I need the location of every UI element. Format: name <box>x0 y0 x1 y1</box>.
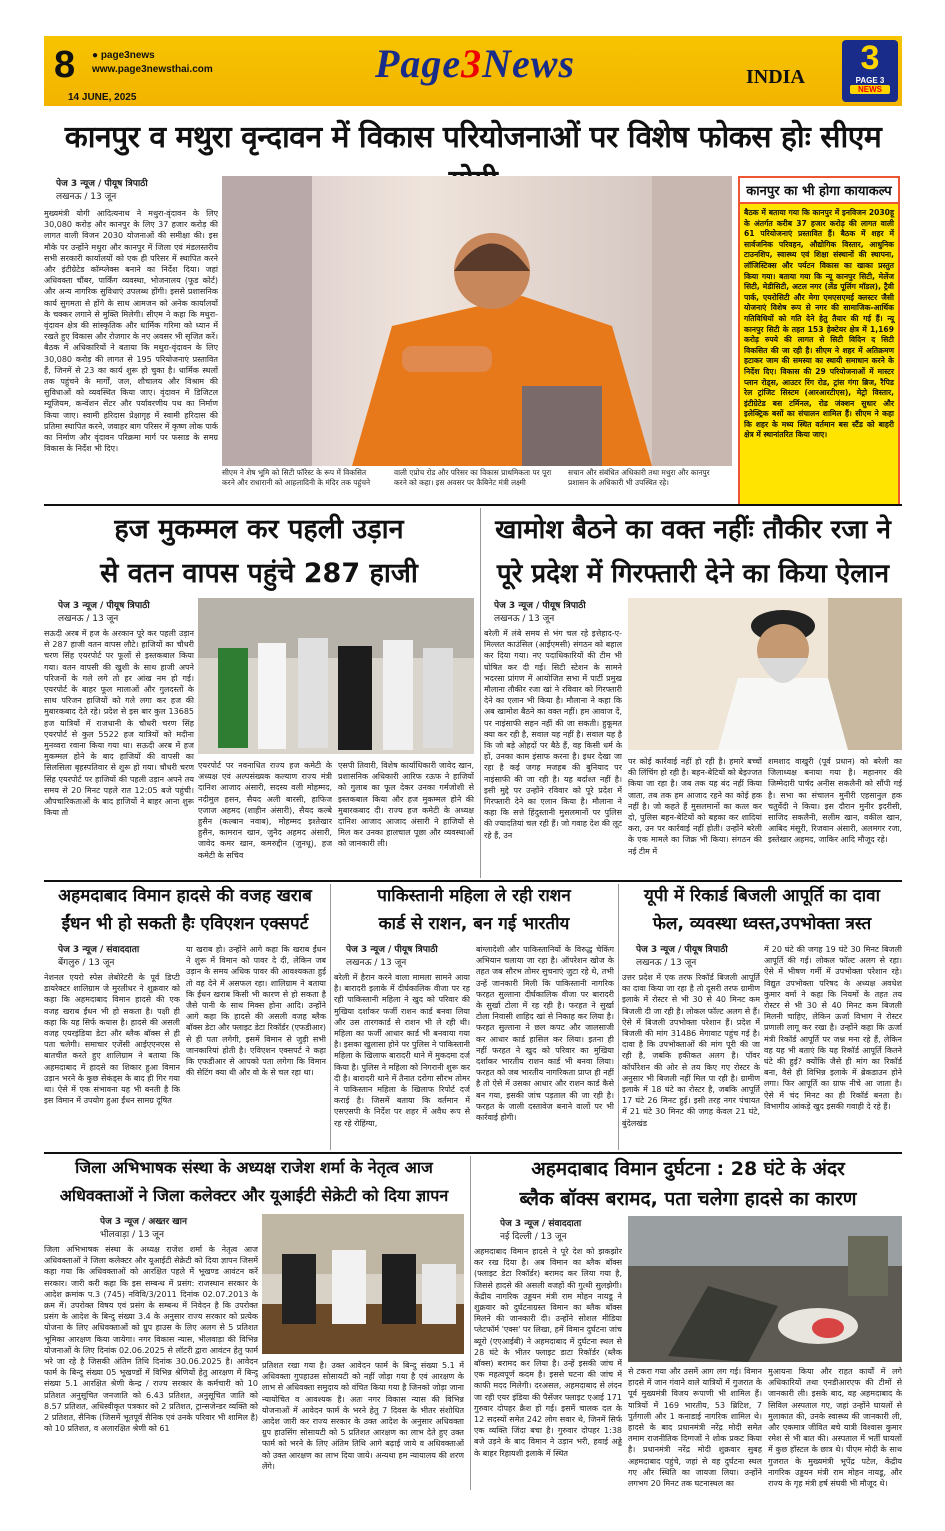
cm-yogi-photo <box>222 176 732 466</box>
article-body: से टकरा गया और उसमें आग लग गई। विमान हादसे में जान गंवाने वाले यात्रियों में गुजरात के पूर्व मुख्यमंत्री विजय रूपाणी भी शामिल हैं। यात्रियों में 169 भारतीय, 53 ब्रिटिश, 7 पुर्तगाली और 1 कनाडाई नागरिक शामिल थे। हादसे के बाद प्रधानमंत्री नरेंद्र मोदी समेत तमाम राजनीतिक दिग्गजों ने शोक प्रकट किया है। प्रधानमंत्री नरेंद्र मोदी शुक्रवार सुबह अहमदाबाद पहुंचे, जहां से वह दुर्घटना स्थल गए और स्थिति का जायजा लिया। उन्होंने लगभग 20 मिनट तक घटनास्थल का <box>628 1367 762 1489</box>
portrait-illustration <box>628 598 902 750</box>
article-body: एसपी तिवारी, विशेष कार्याधिकारी जावेद खान, प्रशासनिक अधिकारी आरिफ रऊफ ने हाजियों को गुलाब का फूल देकर उनका गर्मजोशी से इस्तकबाल किया और हज मुकम्मल होने की मुबारकबाद दी। राज्य हज कमेटी के अध्यक्ष दानिश आजाद आजाद अंसारी ने हाजियों से मिल कर उनका हालचाल पूछा और व्यवस्थाओं को जानकारी ली। <box>338 761 474 849</box>
article-body: सऊदी अरब में हज के अरकान पूरे कर पहली उड़ान से 287 हाजी वतन वापस लौटे। हाजियों का चौधरी चरण सिंह एयरपोर्ट पर फूलों से इस्तकबाल किया गया। वतन वापसी की खुशी के साथ हाजी अपने परिजनों के गले लगे तो हर आंख नम हो गई। एयरपोर्ट के बाहर फूल मालाओं और गुलदस्तों के साथ परिजन हाजियों को गले लगा कर हज की मुबारकबाद देते रहे। प्रदेश से इस बार कुल 13685 हज यात्रियों में राजधानी के चौधरी चरण सिंह एयरपोर्ट से कुल 5522 हज यात्रियों को मदीना मुनव्वरा रवाना किया गया था। सऊदी अरब में हज मुकम्मल होने के बाद हाजियों की वापसी का सिलसिला बृहस्पतिवार से शुरू हो गया। चौधरी चरण सिंह एयरपोर्ट पर हाजियों की पहली उड़ान अपने तय समय से 20 मिनट पहले रात 12:05 बजे पहुंची। औपचारिकताओं के बाद हाजियों ने बाहर आना शुरू किया तो <box>44 629 194 818</box>
column-divider <box>330 884 331 1150</box>
article-body: बरेली में लंबे समय से भंग चल रहे इत्तेहाद-ए-मिल्लत काउंसिल (आईएमसी) संगठन को बहाल कर दिया गया। नए पदाधिकारियों की टीम भी घोषित कर दी गई। सिटी स्टेशन के सामने भदरसा प्रांगण में आयोजित सभा में पार्टी प्रमुख मौलाना तौकीर रजा खां ने रविवार को गिरफ्तारी देने का एलान भी किया है। मौलाना ने कहा कि अब खामोश बैठने का वक्त नहीं। हम आवाज दें, पर नाइंसाफी सहन नहीं की जा सकती। हुकूमत क्या कर रही है, सवाल यह नहीं है। सवाल यह है कि जो बड़े ओहदों पर बैठे हैं, वह किसी धर्म के हों, उनका काम इंसाफ करना है। इधर देखा जा रहा है कई जगह मजहब की बुनियाद पर नाइंसाफी की जा रही है। यह बर्दाश्त नहीं है। इसी मुद्दे पर उन्होंने रविवार को पूरे प्रदेश में गिरफ्तारी देने का एलान किया है। मौलाना ने कहा कि सत्ते हिंदुस्तानी मुसलमानों पर पुलिस की ज्यादतियां चल रही हैं। जो गवाह देश की लूट रहे हैं, उन <box>484 629 622 840</box>
headline-black-box: अहमदाबाद विमान दुर्घटना : 28 घंटे के अंदर ब्लैक बॉक्स बरामद, पता चलेगा हादसे का कारण <box>519 1158 857 1210</box>
social-handle: ● page3news <box>92 50 155 61</box>
headline-ration: पाकिस्तानी महिला ले रही राशन कार्ड से राशन, बन गई भारतीय <box>377 886 571 934</box>
divider <box>44 504 902 506</box>
box-title: कानपुर का भी होगा कायाकल्प <box>740 178 898 204</box>
page3-logo: 3 PAGE 3 NEWS <box>842 40 898 102</box>
column-divider <box>618 884 619 1150</box>
memorandum-photo <box>262 1214 464 1354</box>
article-body: पर कोई कार्रवाई नहीं हो रही है। हमारे बच्चों की लिंचिंग हो रही है। बहन-बेटियों को बेइज्जत किया जा रहा है। जब तक यह बंद नहीं किया जाता, तब तक हम आजाद रहने का कोई हक नहीं है। जो कहते हैं मुसलमानों का कत्ल कर दो, पुलिस बहन-बेटियों को बहका कर शादियां करा, उन पर कार्रवाई नहीं होती। उन्होंने बरेली के एक मामले का जिक्र भी किया। संगठन की नई टीम में <box>628 757 762 856</box>
column-divider <box>470 1156 471 1490</box>
column-divider <box>480 508 481 878</box>
article-body: शमशाद वाखुरी (पूर्व प्रधान) को बरेली का जिलाध्यक्ष बनाया गया है। महानगर की जिम्मेदारी पार्षद अनीस सकलैनी को सौंपी गई है। सभा का संचालन मुनीरी एहसानुल हक चतुर्वेदी ने किया। इस दौरान मुनीर इदरीसी, साजिद सकलैनी, सलीम खान, वकील खान, आबिद मंसूरी, रिजवान अंसारी, अलमगर रजा, इस्तेखार अहमद, जाकिर आदि मौजूद रहे। <box>768 757 902 845</box>
website-url[interactable]: www.page3newsthai.com <box>92 64 213 75</box>
byline: पेज 3 न्यूज / पीयूष त्रिपाठी लखनऊ / 13 जून <box>58 601 150 624</box>
byline: पेज 3 न्यूज / पीयूष त्रिपाठी लखनऊ / 13 जून <box>56 179 148 202</box>
article-body: अहमदाबाद विमान हादसे ने पूरे देश को झकझोर कर रख दिया है। अब विमान का ब्लैक बॉक्स (फ्लाइट डेटा रिकॉर्डर) बरामद कर लिया गया है, जिससे हादसे की असली वजहों की गुत्थी सुलझेगी। केंद्रीय नागरिक उड्डयन मंत्री राम मोहन नायडू ने शुक्रवार को दुर्घटनाग्रस्त विमान का ब्लैक बॉक्स मिलने की जानकारी दी। उन्होंने सोशल मीडिया प्लेटफॉर्म 'एक्स' पर लिखा, हमें विमान दुर्घटना जांच ब्यूरो (एएआईबी) ने अहमदाबाद में दुर्घटना स्थल से 28 घंटे के भीतर फ्लाइट डाटा रिकॉर्डर (ब्लैक बॉक्स) बरामद कर लिया है। उन्हें इसकी जांच में एक महत्वपूर्ण कदम है। इससे घटना की जांच में काफी मदद मिलेगी। दरअसल, अहमदाबाद से लंदन जा रही एयर इंडिया की पैसेंजर फ्लाइट एआई 171 गुरुवार दोपहर क्रैश हो गई। इसमें चालक दल के 12 सदस्यों समेत 242 लोग सवार थे, जिनमें सिर्फ एक व्यक्ति जिंदा बचा है। गुरुवार दोपहर 1:38 बजे उड़ने के बाद विमान ने उड़ान भरी, हवाई अड्डे के बाहर रिहायशी इलाके में स्थित <box>474 1247 622 1458</box>
byline: पेज 3 न्यूज / अख्तर खान भीलवाड़ा / 13 जून <box>100 1217 187 1240</box>
headline-main: कानपुर व मथुरा वृन्दावन में विकास परियोजनाओं पर विशेष फोकस होः सीएम <box>64 120 882 155</box>
article-body: उत्तर प्रदेश में एक तरफ रिकॉर्ड बिजली आपूर्ति का दावा किया जा रहा है तो दूसरी तरफ ग्रामीण इलाके में रोस्टर से भी 30 से 40 मिनट कम बिजली दी जा रही है। लोकल फॉल्ट अलग से हैं। ऐसे में बिजली उपभोक्ता परेशान हैं। प्रदेश में बिजली की मांग 31486 मेगावाट पहुंच गई है। दावा है कि उपभोक्ताओं की मांग पूरी की जा रही है, जबकि हकीकत अलग है। पॉवर कॉर्पोरेशन की ओर से तय किए गए रोस्टर के अनुसार भी बिजली नहीं मिल पा रही है। ग्रामीण इलाके में 18 घंटे का रोस्टर है, जबकि आपूर्ति 17 घंटे 26 मिनट हुई। इसी तरह नगर पंचायत में 21 घंटे 30 मिनट की जगह केवल 21 घंटे, बुंदेलखंड <box>622 973 760 1128</box>
photo-caption: सीएम ने शेष भूमि को सिटी फॉरेस्ट के रूप में विकसित करने और राधारानी को आहलादिनी के मंदिर तक पहुंचने <box>222 468 371 487</box>
haji-welcome-photo <box>198 598 474 754</box>
cm-speaking-illustration <box>222 176 732 466</box>
page-number: 8 <box>54 44 76 86</box>
article-body: या खराब हो। उन्होंने आगे कहा कि खराब ईंधन ने शुरू में विमान को पावर दे दी, लेकिन जब उड़ान के समय अधिक पावर की आवश्यकता हुई तो वह देने में असफल रहा। शालिग्राम ने बताया कि ईंधन खराब किसी भी कारण से हो सकता है जैसे पानी के साथ मिक्स होना आदि। उन्होंने आगे कहा कि हादसे की असली वजह ब्लैक बॉक्स डेटा और फ्लाइट डेटा रिकॉर्डर (एफडीआर) से ही पता लगेगी, इसमें विमान से जुड़ी सभी जानकारियां होती है। एविएशन एक्सपर्ट ने कहा कि एफडीआर से आपको पता लगेगा कि विमान की सेटिंग क्या थी और वो के से चल रहा था। <box>186 945 326 1078</box>
article-body: में 20 घंटे की जगह 19 घंटे 30 मिनट बिजली आपूर्ति की गई। लोकल फॉल्ट अलग से रहा। ऐसे में भीषण गर्मी में उपभोक्ता परेशान रहे। विद्युत उपभोक्ता परिषद के अध्यक्ष अवधेश कुमार वर्मा ने कहा कि नियमों के तहत तय रोस्टर से भी 30 से 40 मिनट कम बिजली मिलनी चाहिए, लेकिन ऊर्जा विभाग ने रोस्टर प्रणाली लागू कर रखा है। उन्होंने कहा कि ऊर्जा मंत्री रिकॉर्ड आपूर्ति पर जश्न मना रहे हैं, लेकिन वह यह भी बताएं कि यह रिकॉर्ड आपूर्ति कितने घंटे की हुई? क्योंकि जैसे ही मांग का रिकॉर्ड बना, वैसे ही विभिन्न इलाके में ब्रेकडाउन होने लगा। फिर आपूर्ति का ग्राफ नीचे आ जाता है। ऐसे में चंद मिनट का ही रिकॉर्ड बनता है। विभागीय आंकड़े खुद इसकी गवाही दे रहे हैं। <box>764 945 902 1111</box>
headline-tauqeer: खामोश बैठने का वक्त नहींः तौकीर रजा ने पूरे प्रदेश में गिरफ्तारी देने का किया ऐलान <box>495 515 891 589</box>
masthead-logo: Page3News <box>374 41 576 86</box>
photo-caption: वाली एप्रोच रोड और परिसर का विकास प्राथमिकता पर पूरा करने को कहा। इस अवसर पर कैबिनेट मंत्री लक्ष्मी <box>394 468 552 487</box>
kanpur-sidebar-box <box>738 176 900 506</box>
headline-fuel: अहमदाबाद विमान हादसे की वजह खराब ईंधन भी हो सकती हैः एविएशन एक्सपर्ट <box>58 886 312 934</box>
article-body: बरेली में हैरान करने वाला मामला सामने आया है। बारादरी इलाके में दीर्घकालिक वीजा पर रह रही पाकिस्तानी महिला ने खुद को परिवार की मुखिया दर्शाकर फर्जी राशन कार्ड बनवा लिया और उस तारगकार्ड से राशन भी ले रही थी। महिला का फर्जी आधार कार्ड भी बनवाया गया है। इसका खुलासा होने पर पुलिस ने पाकिस्तानी महिला के खिलाफ बारादरी थाने में मुकदमा दर्ज किया है। पुलिस ने महिला को निगरानी शुरू कर दी है। बारादरी थाने में तैनात दरोगा सौरभ तोमर ने पाकिस्तान महिला के खिलाफ रिपोर्ट दर्ज कराई है। जिसमें बताया कि वर्तमान में एसएसपी के निर्देश पर शहर में अवैध रूप से रह रहे रोहिंग्या, <box>334 973 470 1128</box>
byline: पेज 3 न्यूज / संवाददाता नई दिल्ली / 13 जून <box>500 1219 582 1242</box>
edition-label: INDIA <box>746 66 805 88</box>
haji-group-illustration <box>198 598 474 754</box>
advocates-illustration <box>262 1214 464 1354</box>
facebook-icon: ● <box>92 50 99 61</box>
article-body: बांग्लादेशी और पाकिस्तानियों के विरुद्ध चेकिंग अभियान चलाया जा रहा है। ऑपरेशन खोज के तहत जब सौरभ तोमर सुचनाएं जुटा रहे थे, तभी उन्हें जानकारी मिली कि पाकिस्तानी नागरिक फरहत सुल्ताना दीर्घकालिक वीजा पर बारादरी के सुर्खा टोला में रह रही है। फरहत ने सुर्खा टोला निवासी शाहिद खां से निकाह कर लिया है। फरहत सुल्ताना ने छल कपट और जालसाजी कर आधार कार्ड हासिल कर लिया। इतना ही नहीं फरहत ने खुद को परिवार का मुखिया दर्शाकर भारतीय राशन कार्ड भी बनवा लिया। फरहत को जब भारतीय नागरिकता प्राप्त ही नहीं है तो ऐसे में उसका आधार और राशन कार्ड कैसे बन गया, इसकी जांच पड़ताल की जा रही है। फरहत के जाली दस्तावेज बनाने वालों पर भी कार्रवाई होगी। <box>476 945 614 1123</box>
headline-electricity: यूपी में रिकार्ड बिजली आपूर्ति का दावा फेल, व्यवस्था ध्वस्त,उपभोक्ता त्रस्त <box>643 886 881 934</box>
byline: पेज 3 न्यूज / पीयूष त्रिपाठी लखनऊ / 13 जून <box>346 945 438 968</box>
byline: पेज 3 न्यूज / पीयूष त्रिपाठी लखनऊ / 13 जून <box>494 601 586 624</box>
article-body: मुख्यमंत्री योगी आदित्यनाथ ने मथुरा-वृंदावन के लिए 30,080 करोड़ और कानपुर के लिए 37 हजार करोड़ की लागत वाली विजन 2030 योजनाओं की समीक्षा की। इस मौके पर उन्होंने मथुरा और कानपुर में जिला एवं मंडलस्तरीय सभी सरकारी कार्यालयों को एक ही परिसर में स्थापित करने और इंटीग्रेटेड कॉम्प्लेक्स बनाने का निर्देश दिया। जहां अधिवक्ता चौंबर, पार्किंग व्यवस्था, भोजनालय (फूड कोर्ट) और अन्य नागरिक सुविधाएं उपलब्ध होंगी। इससे प्रशासनिक कार्य सुगमता से होंगे के साथ आमजन को अनेक कार्यालयों के चक्कर लगाने से मुक्ति मिलेगी। सीएम ने कहा कि मथुरा-वृंदावन क्षेत्र की सांस्कृतिक और धार्मिक गरिमा को ध्यान में रखते हुए विकास और रोजगार के नए अवसर भी सृजित करें। बैठक में अधिकारियों ने बताया कि मथुरा-वृंदावन के लिए 30,080 करोड़ की लागत से 195 परियोजनाएं प्रस्तावित हैं, जिनमें से 23 का कार्य शुरू हो चुका है। धार्मिक स्थलों तक पहुंचने के मार्गों, जल, शौचालय और विश्राम की सुविधाओं को व्यवस्थित किया जाए। वृंदावन में डिजिटल म्यूजियम, कन्वेंशन सेंटर और पर्यावरणीय पथ का निर्माण किया जाए। स्वामी हरिदास प्रेक्षागृह में स्वामी हरिदास की प्रतिमा स्थापित करने, जवाहर बाग परिसर में कृष्ण लोक पार्क का निर्माण और वृंदावन परिक्रमा मार्ग पर फसाड के समग्र विकास के निर्देश भी दिए। <box>44 209 218 454</box>
article-body: प्रतिशत रखा गया है। उक्त आवेदन फार्म के बिन्दु संख्या 5.1 में अधिवक्ता गुपहाउस सोसायटी को नहीं जोड़ा गया है एवं आरक्षण के लाभ से अधिवक्ता समुदाय को वंचित किया गया है जिनको जोड़ा जाना न्यायोचित व आवश्यक है। अतः नगर विकास न्यास की विभिन्न योजनाओं में आवेदन फार्म के भरने हेतु 7 दिवस के भीतर संशोधित आदेश जारी कर राज्य सरकार के उक्त आदेश के अनुसार अधिवक्ता ग्रुप हाउसिंग सोसायटी को 5 प्रतिशत आरक्षण का लाभ देते हुए उक्त फार्म को भरने के लिए अंतिम तिथि आगे बढ़ाई जाये व अधिवक्ताओं को उक्त आरक्षण का लाभ दिया जाये। अन्यथा हम न्यायालय की शरण लेंगे। <box>262 1361 464 1471</box>
headline-advocates: जिला अभिभाषक संस्था के अध्यक्ष राजेश शर्मा के नेतृत्व आज अधिवक्ताओं ने जिला कलेक्टर और यूआईटी सेक्रेटी को दिया ज्ञापन <box>59 1158 449 1205</box>
photo-caption: सचान और संबंधित अधिकारी तथा मथुरा और कानपुर प्रशासन के अधिकारी भी उपस्थित रहे। <box>568 468 710 487</box>
byline: पेज 3 न्यूज / संवाददाता बेंगलुरु / 13 जून <box>58 945 140 968</box>
box-body: बैठक में बताया गया कि कानपुर में इनविजन 2030हू के अंतर्गत करीब 37 हजार करोड़ की लागत वाली 61 परियोजनाएं प्रस्तावित हैं। बैठक में शहर में सार्वजनिक परिवहन, औद्योगिक विस्तार, आधुनिक टाउनशिप, स्वास्थ्य एवं शिक्षा संस्थानों की स्थापना, लॉजिस्टिक्स और पर्यटन विकास का खाका प्रस्तुत किया गया। बताया गया कि न्यू कानपुर सिटी, मेलेंज सिटी, मेडीसिटी, अटल नगर (लेंड पूलिंग मॉडल), ट्रैवी पार्क, एयरोसिटी और मेगा एमएसएमई क्लस्टर जैसी योजनाएं विशेष रूप से नगर की सामाजिक-आर्थिक गतिविधियों को गति देने हेतु तैयार की गई हैं। न्यू कानपुर सिटी के तहत 153 हेक्टेयर क्षेत्र में 1,169 करोड़ रुपये की लागत से सिटी विदिन द सिटी विकसित की जा रही है। सीएम ने शहर में अतिक्रमण हटाकर जाम की समस्या का स्थायी समाधान करने के निर्देश दिए। विकास की 29 परियोजनाओं में मास्टर प्लान रोड्स, आउटर रिंग रोड, ट्रांस गंगा ब्रिज, रैपिड रेल ट्रांजिट सिस्टम (आरआरटीएस), मेट्रो विस्तार, इंटीग्रेटेड बस टर्मिनल, रोड जंक्शन सुधार और इलेक्ट्रिक बसों का संचालन शामिल हैं। सीएम ने कहा कि शहर के मध्य स्थित वर्तमान बस स्टैंड को बाहरी क्षेत्र में स्थानांतरित किया जाए। <box>744 208 894 440</box>
article-body: एयरपोर्ट पर नवनाधित राज्य हज कमेटी के अध्यक्ष एवं अल्पसंख्यक कल्याण राज्य मंत्री दानिश आजाद अंसारी, सदस्य वली मोहम्मद, नदीमुल हसन, सैयद अली बारसी, हाफिज एजाज अहमद (शाहीन अंसारी), सैयद कल्बे हुसैन (कल्बान नवाब), मोहम्मद इश्तेखार हुसैन, कामरान खान, जुनैद अहमद अंसारी, जावेद कमर खान, कमरुद्दीन (जुनधू), हज कमेटी के सचिव <box>198 761 332 860</box>
issue-date: 14 JUNE, 2025 <box>68 92 137 103</box>
crash-site-photo <box>628 1216 902 1362</box>
headline-haj: हज मुकम्मल कर पहली उड़ान से वतन वापस पहुंचे 287 हाजी <box>100 514 418 589</box>
wreckage-illustration <box>628 1216 902 1362</box>
article-body: जिला अभिभाषक संस्था के अध्यक्ष राजेश शर्मा के नेतृत्व आज अधिवक्ताओं ने जिला कलेक्टर और यूआईटी सेक्रेटी को दिया ज्ञापन जिसमें कहा गया कि अधिवक्ताओं को आरक्षित पहले में भूखण्ड आवंटन करें सरकार। जारी करी कहा कि इस सम्बन्ध में प्रसंग: राजस्थान सरकार के आदेश क्रमांक प.3 (745) नविवि/3/2011 दिनांक 02.07.2013 के क्रम में। उपरोक्त विषय एवं प्रसंग के सम्बन्ध में निवेदन है कि उपरोक्त प्रसंग के आदेश के बिन्दु संख्या 3.4 के अनुसार राज्य सरकार को प्रत्येक योजना के लिए अधिवक्ताओं को ग्रुप हाउस के लिए अलग से 5 प्रतिशत भूमिका आरक्षण किया जायेगा। नगर विकास न्यास, भीलवाड़ा की विभिन्न योजनाओं के लिए दिनांक 02.06.2025 से लॉटरी द्वारा आवंटन हेतु फार्म भरे जा रहे है जिसकी अंतिम तिथि दिनांक 30.06.2025 है। आवेदन फार्म के बिन्दु संख्या 05 भूखण्डों में विभिन्न श्रेणियों हेतु आरक्षण में बिन्दु संख्या 5.1 आरक्षित श्रेणी केन्द्र / राज्य सरकार के कर्मचारी को 10 प्रतिशत अनुसूचित जनजाति को 6.43 प्रतिशत, अनुसूचित जाति को 8.57 प्रतिशत, अधिस्वीकृत पत्रकार को 2 प्रतिशत, ट्रान्सजेन्डर व्यक्ति को 2 प्रतिशत, सैनिक (जिसमें भूतपूर्व सैनिक एवं उनके परिवार भी शामिल है) को 10 प्रतिशत, व अलारक्षित श्रेणी को 61 <box>44 1245 258 1434</box>
article-body: नेशनल एयरो स्पेस लेबोरेटरी के पूर्व डिप्टी डायरेक्टर शालिग्राम जे मुरलीधर ने शुक्रवार को कहा कि अहमदाबाद विमान हादसे की एक वजह खराब ईंधन भी हो सकता है। पक्षी ही कहा कि यह सिर्फ कयास है। हादसे की असली वजह एयरइंडिया डेटा और ब्लैक बॉक्स से ही पता चलेगी। समाचार एजेंसी आईएएनएस से बातचीत करते हुए शालिग्राम ने बताया कि अहमदाबाद में हादसे का शिकार हुआ विमान उड़ान भरने के कुछ सेकंड्स के बाद ही गिर गया था। ऐसे में एक संभावना यह भी बनती है कि इस विमान में उपयोग हुआ ईंधन सामग्र दूषित <box>44 973 180 1106</box>
tauqeer-raza-photo <box>628 598 902 750</box>
byline: पेज 3 न्यूज / पीयूष त्रिपाठी लखनऊ / 13 जून <box>636 945 728 968</box>
article-body: मुआयना किया और राहत कार्यों में लगे अधिकारियों तथा एनडीआरएफ की टीमों से जानकारी ली। इसके बाद, वह अहमदाबाद के सिविल अस्पताल गए, जहां उन्होंने घायलों से मुलाकात की, उनके स्वास्थ्य की जानकारी ली, और एकमात्र जीवित बचे यात्री विश्वास कुमार रमेश से भी बात की। अस्पताल में भर्ती घायलों में कुछ हॉस्टल के छात्र थे। पीएम मोदी के साथ गुजरात के मुख्यमंत्री भूपेंद्र पटेल, केंद्रीय नागरिक उड्डयन मंत्री राम मोहन नायडू, और राज्य के गृह मंत्री हर्ष संघवी भी मौजूद थे। <box>768 1367 902 1489</box>
